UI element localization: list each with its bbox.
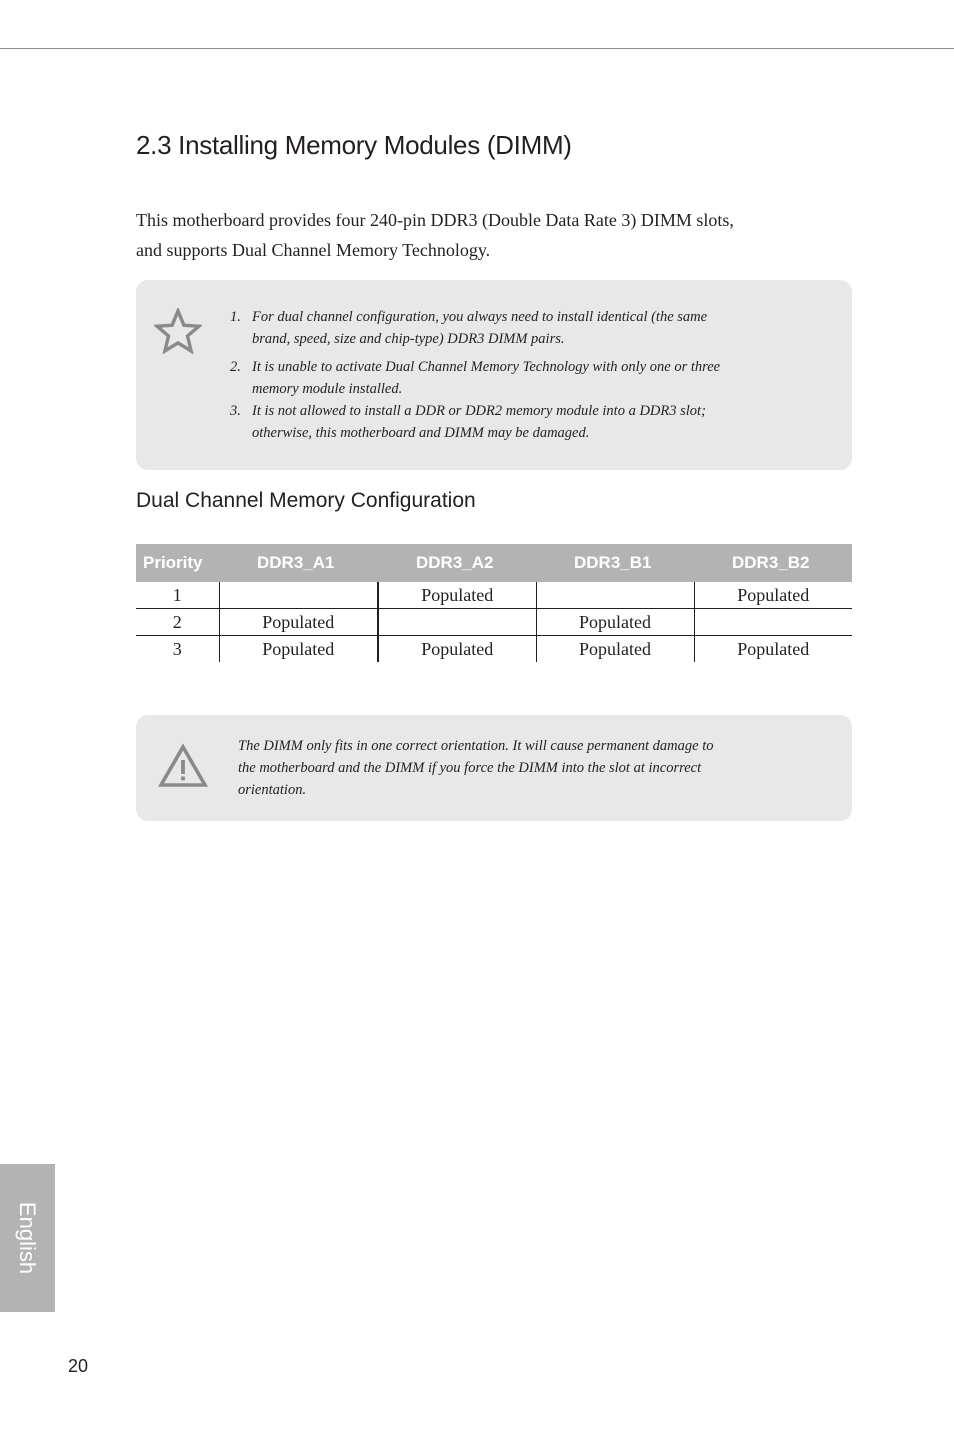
cell-ddr3-b2: Populated xyxy=(694,636,852,663)
cell-ddr3-a2: Populated xyxy=(378,582,536,609)
warning-line: the motherboard and the DIMM if you force the DIMM into the slot at incorrect xyxy=(238,760,702,776)
notes-callout xyxy=(136,280,852,470)
cell-ddr3-b1: Populated xyxy=(536,609,694,636)
note-line: otherwise, this motherboard and DIMM may be damaged. xyxy=(252,425,590,441)
table-row xyxy=(136,609,852,636)
memory-config-table xyxy=(136,544,852,662)
table-row xyxy=(136,636,852,663)
note-item xyxy=(230,400,790,444)
page-number: 20 xyxy=(68,1356,89,1376)
header-ddr3-b1: DDR3_B1 xyxy=(536,544,694,582)
note-line: It is not allowed to install a DDR or DDR2 memory module into a DDR3 slot; xyxy=(252,403,706,419)
cell-priority: 1 xyxy=(136,582,219,609)
cell-ddr3-b1 xyxy=(536,582,694,609)
header-ddr3-a1: DDR3_A1 xyxy=(219,544,378,582)
star-icon xyxy=(154,308,202,354)
header-priority: Priority xyxy=(136,544,219,582)
cell-priority: 2 xyxy=(136,609,219,636)
top-rule xyxy=(0,48,954,49)
config-title: Dual Channel Memory Configuration xyxy=(136,489,476,512)
cell-ddr3-a1: Populated xyxy=(219,636,378,663)
section-title: 2.3 Installing Memory Modules (DIMM) xyxy=(136,130,572,160)
note-item xyxy=(230,356,790,400)
cell-ddr3-a2 xyxy=(378,609,536,636)
cell-ddr3-a2: Populated xyxy=(378,636,536,663)
warning-callout xyxy=(136,715,852,821)
warning-icon xyxy=(158,743,208,789)
intro-paragraph xyxy=(136,205,816,265)
note-number: 1. xyxy=(230,309,241,325)
cell-ddr3-b1: Populated xyxy=(536,636,694,663)
language-tab-label: English xyxy=(15,1201,40,1275)
cell-ddr3-b2 xyxy=(694,609,852,636)
note-line: brand, speed, size and chip-type) DDR3 DIMM pairs. xyxy=(252,331,565,347)
cell-priority: 3 xyxy=(172,638,182,659)
intro-line-2: and supports Dual Channel Memory Technology. xyxy=(136,240,491,260)
table-header-row xyxy=(136,544,852,582)
note-line: For dual channel configuration, you always need to install identical (the same xyxy=(252,309,708,325)
warning-text xyxy=(238,735,778,801)
language-tab xyxy=(0,1164,55,1312)
intro-line-1: This motherboard provides four 240-pin DDR3 (Double Data Rate 3) DIMM slots, xyxy=(136,210,734,230)
note-number: 3. xyxy=(230,403,241,419)
header-ddr3-a2: DDR3_A2 xyxy=(378,544,536,582)
header-ddr3-b2: DDR3_B2 xyxy=(694,544,852,582)
note-line: It is unable to activate Dual Channel Memory Technology with only one or three xyxy=(252,359,721,375)
warning-line: The DIMM only fits in one correct orientation. It will cause permanent damage to xyxy=(238,738,714,754)
table-row xyxy=(136,582,852,609)
cell-ddr3-b2: Populated xyxy=(694,582,852,609)
cell-ddr3-a1: Populated xyxy=(219,609,378,636)
notes-list xyxy=(230,306,790,450)
note-line: memory module installed. xyxy=(252,381,403,397)
note-number: 2. xyxy=(230,359,241,375)
warning-line: orientation. xyxy=(238,782,307,798)
cell-ddr3-a1 xyxy=(219,582,378,609)
note-item xyxy=(230,306,790,350)
